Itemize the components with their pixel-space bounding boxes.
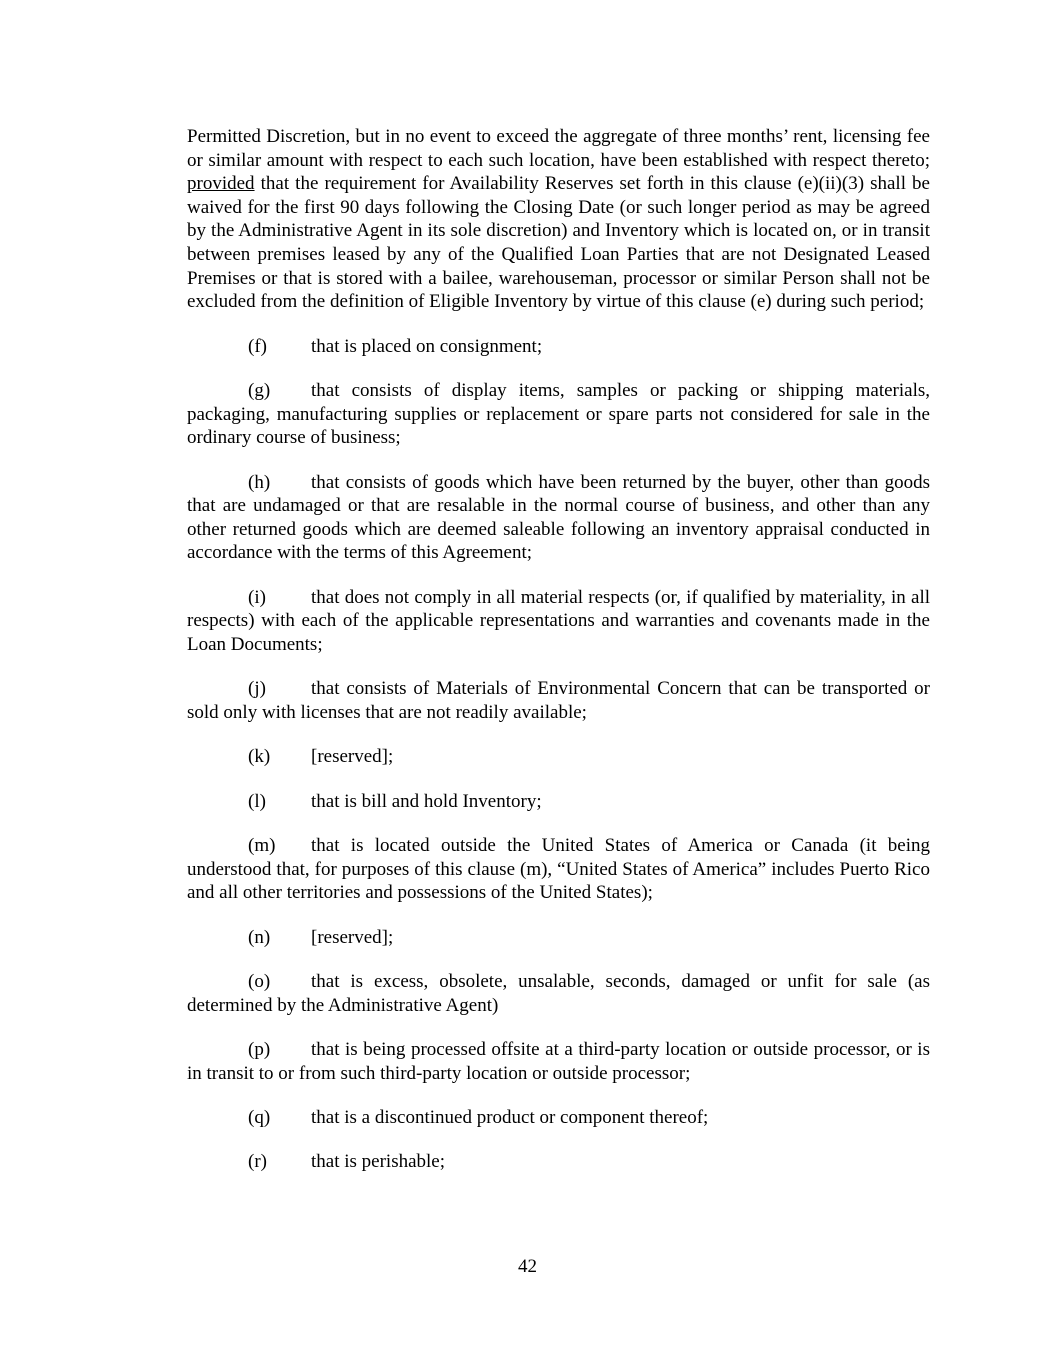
clause-l bbox=[187, 790, 930, 814]
clause-n bbox=[187, 926, 930, 950]
clause-text: that is excess, obsolete, unsalable, seconds, damaged or unfit for sale (as determined by the Administrative Agent) bbox=[187, 971, 930, 1016]
clause-p bbox=[187, 1038, 930, 1085]
clause-label: (n) bbox=[248, 926, 271, 948]
clause-o bbox=[187, 970, 930, 1017]
clause-text: that is located outside the United States of America or Canada (it being understood that, for purposes of this clause (m), “United States of America” includes Puerto Rico and all other territories and possessions of the United States); bbox=[187, 835, 930, 904]
clause-k bbox=[187, 745, 930, 769]
intro-paragraph bbox=[187, 125, 930, 314]
clause-label: (f) bbox=[248, 335, 267, 357]
clause-label: (i) bbox=[248, 586, 266, 608]
clause-label: (g) bbox=[248, 379, 271, 401]
clause-j bbox=[187, 677, 930, 724]
clause-g bbox=[187, 379, 930, 450]
clause-label: (l) bbox=[248, 790, 266, 812]
clause-label: (r) bbox=[248, 1151, 267, 1173]
intro-text-end: that the requirement for Availability Reserves set forth in this clause (e)(ii)(3) shall be waived for the first 90 days following the Closing Date (or such longer period as may be agreed by the Administrative Agent in its sole discretion) and Inventory which is located on, or in transit between premises leased by any of the Qualified Loan Parties that are not Designated Leased Premises or that is stored with a bailee, warehouseman, processor or similar Person shall not be excluded from the definition of Eligible Inventory by virtue of this clause (e) during such period; bbox=[187, 173, 930, 313]
clause-text: that consists of Materials of Environmental Concern that can be transported or sold only with licenses that are not readily available; bbox=[187, 678, 930, 723]
clause-text: [reserved]; bbox=[311, 746, 394, 768]
clause-m bbox=[187, 834, 930, 905]
clause-label: (q) bbox=[248, 1106, 271, 1128]
clause-label: (m) bbox=[248, 835, 276, 857]
clause-text: that is perishable; bbox=[311, 1151, 446, 1173]
clause-i bbox=[187, 586, 930, 657]
clause-label: (j) bbox=[248, 678, 266, 700]
clause-h bbox=[187, 471, 930, 565]
clause-label: (k) bbox=[248, 746, 271, 768]
document-body bbox=[187, 125, 930, 1195]
clause-text: [reserved]; bbox=[311, 926, 394, 948]
clause-label: (h) bbox=[248, 471, 271, 493]
clause-r bbox=[187, 1150, 930, 1174]
clause-f bbox=[187, 335, 930, 359]
clause-q bbox=[187, 1106, 930, 1130]
intro-text-start: Permitted Discretion, but in no event to exceed the aggregate of three months’ rent, licensing fee or similar amount with respect to each such location, have been established with respect thereto; bbox=[187, 126, 930, 171]
clause-text: that does not comply in all material respects (or, if qualified by materiality, in all respects) with each of the applicable representations and warranties and covenants made in the Loan Documents; bbox=[187, 586, 930, 655]
page-number: 42 bbox=[518, 1256, 537, 1277]
clause-text: that is being processed offsite at a third-party location or outside processor, or is in transit to or from such third-party location or outside processor; bbox=[187, 1038, 930, 1084]
clause-text: that consists of goods which have been returned by the buyer, other than goods that are undamaged or that are resalable in the normal course of business, and other than any other returned goods which are deemed saleable following an inventory appraisal conducted in accordance with the terms of this Agreement; bbox=[187, 471, 930, 564]
provided-term: provided bbox=[187, 173, 255, 195]
clause-text: that is placed on consignment; bbox=[311, 335, 543, 357]
clause-text: that consists of display items, samples or packing or shipping materials, packaging, manufacturing supplies or replacement or spare parts not considered for sale in the ordinary course of business; bbox=[187, 379, 930, 449]
clause-label: (o) bbox=[248, 971, 271, 992]
clause-label: (p) bbox=[248, 1038, 271, 1060]
clause-text: that is a discontinued product or component thereof; bbox=[311, 1106, 709, 1128]
clause-text: that is bill and hold Inventory; bbox=[311, 790, 542, 812]
